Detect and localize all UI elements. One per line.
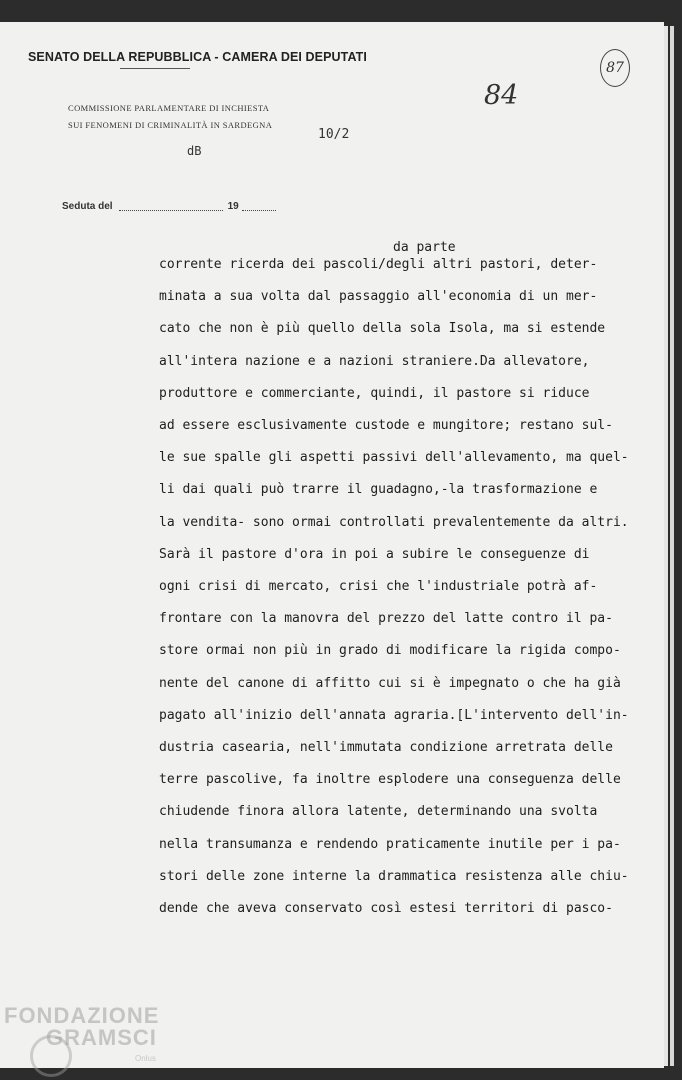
document-code: dB xyxy=(187,144,202,158)
body-line: Sarà il pastore d'ora in poi a subire le conseguenze di xyxy=(159,546,590,562)
typed-body-text xyxy=(159,249,659,925)
body-line: frontare con la manovra del prezzo del latte contro il pa- xyxy=(159,611,613,627)
page-edge xyxy=(664,26,668,1066)
body-line: dende che aveva conservato così estesi territori di pasco- xyxy=(159,901,613,917)
commission-line-2: SUI FENOMENI DI CRIMINALITÀ IN SARDEGNA xyxy=(68,120,273,130)
page-edge-back xyxy=(670,26,674,1066)
watermark-line-1: FONDAZIONE xyxy=(4,1003,160,1028)
body-line: produttore e commerciante, quindi, il pastore si riduce xyxy=(159,385,590,401)
document-number: 10/2 xyxy=(318,127,350,142)
circled-page-number: 87 xyxy=(600,49,630,87)
commission-line-1: COMMISSIONE PARLAMENTARE DI INCHIESTA xyxy=(68,103,270,113)
fondazione-gramsci-watermark xyxy=(4,1005,159,1049)
seduta-year-prefix: 19 xyxy=(227,201,239,212)
body-line: store ormai non più in grado di modificare la rigida compo- xyxy=(159,643,621,659)
body-line: dustria casearia, nell'immutata condizione arretrata delle xyxy=(159,740,613,756)
body-line: stori delle zone interne la drammatica resistenza alle chiu- xyxy=(159,868,629,884)
interlinear-annotation: da parte xyxy=(393,240,456,255)
commission-name xyxy=(68,100,272,134)
watermark-onlus: Onlus xyxy=(135,1054,156,1063)
watermark-line-2: GRAMSCI xyxy=(46,1025,157,1050)
body-line: minata a sua volta dal passaggio all'economia di un mer- xyxy=(159,289,598,305)
body-line: le sue spalle gli aspetti passivi dell'allevamento, ma quel- xyxy=(159,450,629,466)
body-line: la vendita- sono ormai controllati prevalentemente da altri. xyxy=(159,514,629,530)
seduta-label: Seduta del xyxy=(62,201,113,212)
letterhead-title: SENATO DELLA REPUBBLICA - CAMERA DEI DEPUTATI xyxy=(28,50,367,64)
body-line: pagato all'inizio dell'annata agraria.[L'intervento dell'in- xyxy=(159,707,629,723)
body-line: ad essere esclusivamente custode e mungitore; restano sul- xyxy=(159,418,613,434)
body-line: corrente ricerda dei pascoli/degli altri pastori, deter- xyxy=(159,257,598,272)
body-line: chiudende finora allora latente, determinando una svolta xyxy=(159,804,598,820)
body-line: nella transumanza e rendendo praticamente inutile per i pa- xyxy=(159,836,621,852)
watermark-logo-icon xyxy=(30,1035,72,1077)
handwritten-page-number: 84 xyxy=(484,80,519,111)
body-line: all'intera nazione e a nazioni straniere.Da allevatore, xyxy=(159,353,590,369)
body-line: nente del canone di affitto cui si è impegnato o che ha già xyxy=(159,675,621,691)
seduta-field xyxy=(62,201,276,212)
seduta-year-blank xyxy=(242,210,276,211)
seduta-date-blank xyxy=(119,210,223,211)
body-line: ogni crisi di mercato, crisi che l'industriale potrà af- xyxy=(159,579,598,595)
letterhead-rule xyxy=(120,68,190,69)
body-line: terre pascolive, fa inoltre esplodere una conseguenza delle xyxy=(159,772,621,788)
body-line: li dai quali può trarre il guadagno,-la trasformazione e xyxy=(159,482,598,498)
body-line: cato che non è più quello della sola Isola, ma si estende xyxy=(159,321,606,337)
